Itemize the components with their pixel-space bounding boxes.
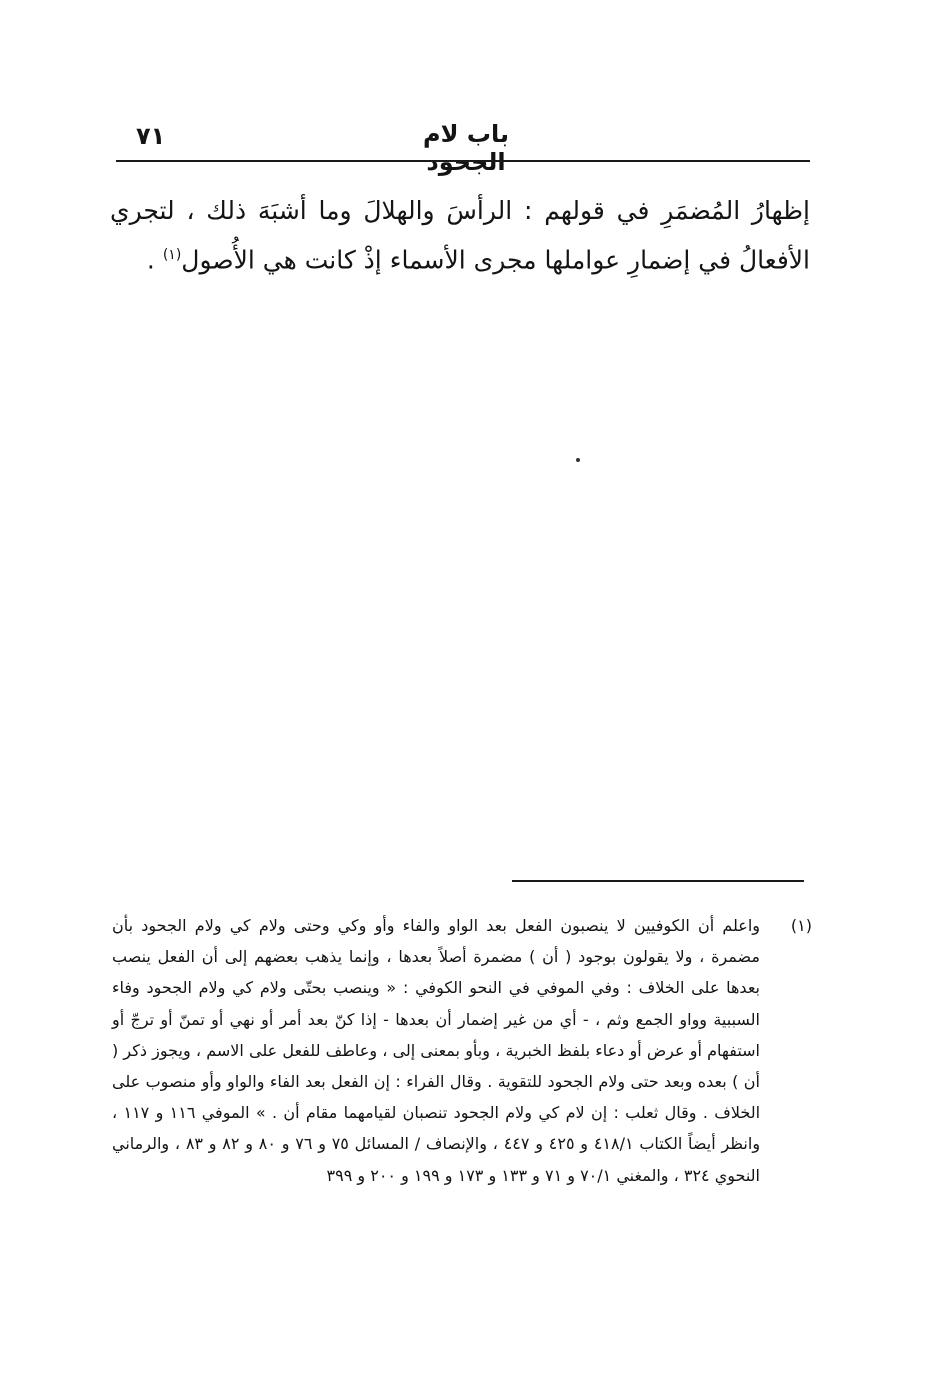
- main-paragraph-text: إظهارُ المُضمَرِ في قولهم : الرأسَ والهلالَ وما أشبَهَ ذلك ، لتجري الأفعالُ في إضمارِ عواملها مجرى الأسماء إذْ كانت هي الأُصول: [110, 196, 810, 275]
- footnote-number: (١): [790, 916, 812, 935]
- header-rule: [116, 160, 810, 162]
- footnote-rule: [512, 880, 804, 882]
- main-text: [110, 188, 810, 282]
- paragraph-end: .: [146, 245, 163, 275]
- main-paragraph: [110, 188, 810, 282]
- running-title: باب لام الجحود: [423, 120, 509, 176]
- page-header: [116, 112, 810, 176]
- footnote-reference: (١): [162, 247, 182, 263]
- footnote-text: واعلم أن الكوفيين لا ينصبون الفعل بعد الواو والفاء وأو وكي وحتى ولام كي ولام الجحود بأن مضمرة ، ولا يقولون بوجود ( أن ) مضمرة أصلاً بعدها ، وإنما يذهب بعضهم إلى أن الفعل ينصب بعدها على الخلاف : وفي الموفي في النحو الكوفي : « وينصب بحتّى ولام كي ولام الجحود وفاء السببية وواو الجمع وثم ، - أي من غير إضمار أن بعدها - إذا كنّ بعد أمر أو نهي أو تمنّ أو ترجّ أو استفهام أو عرض أو دعاء بلفظ الخبرية ، وبأو بمعنى إلى ، وعاطف للفعل على الاسم ، ويجوز ذكر ( أن ) بعده وبعد حتى ولام الجحود للتقوية . وقال الفراء : إن الفعل بعد الفاء والواو وأو منصوب على الخلاف . وقال ثعلب : إن لام كي ولام الجحود تنصبان لقيامهما مقام أن . » الموفي ١١٦ و ١١٧ ، وانظر أيضاً الكتاب ٤١٨/١ و ٤٢٥ و ٤٤٧ ، والإنصاف / المسائل ٧٥ و ٧٦ و ٨٠ و ٨٢ و ٨٣ ، والرماني النحوي ٣٢٤ ، والمغني ٧٠/١ و ٧١ و ١٣٣ و ١٧٣ و ١٩٩ و ٢٠٠ و ٣٩٩: [112, 916, 761, 1185]
- scan-speck: [576, 458, 580, 462]
- footnote: [112, 910, 812, 1191]
- page-number: ٧١: [136, 122, 166, 150]
